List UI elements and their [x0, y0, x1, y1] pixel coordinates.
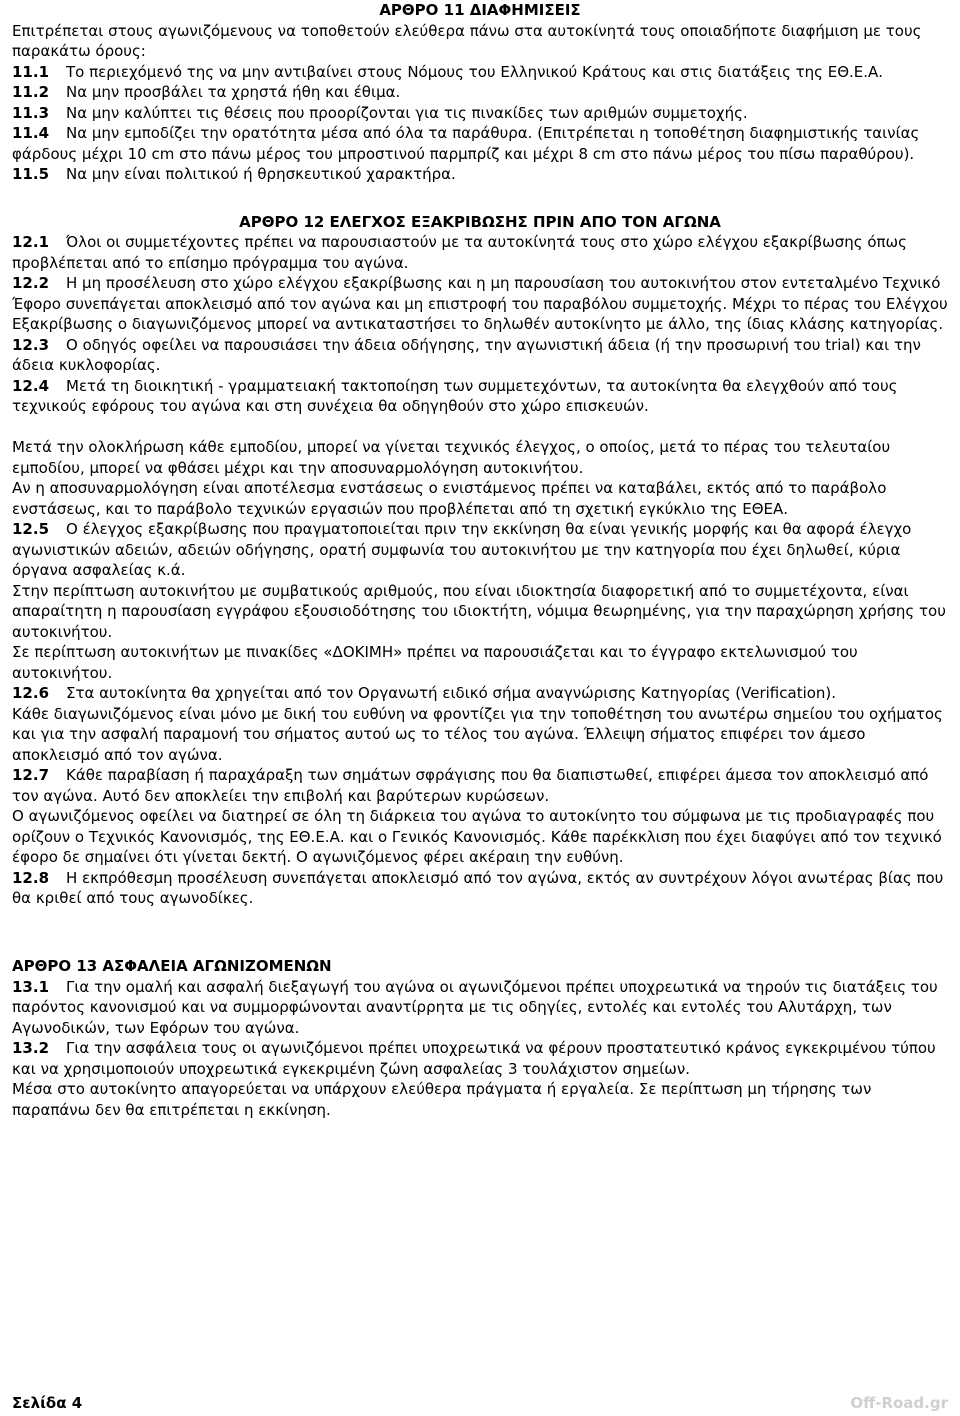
clause-13-2: 13.2 Για την ασφάλεια τους οι αγωνιζόμενοι πρέπει υποχρεωτικά να φέρουν προστατευτικό κράνος εγκεκριμένου τύπου και να χρησιμοποιούν υποχρεωτικά εγκεκριμένη ζώνη ασφαλείας 3 τουλάχιστον σημείων.	[12, 1039, 936, 1078]
clause-12-1: 12.1 Όλοι οι συμμετέχοντες πρέπει να παρουσιαστούν με τα αυτοκίνητά τους στο χώρο ελέγχου εξακρίβωσης όπως προβλέπεται από το επίσημο πρόγραμμα του αγώνα.	[12, 233, 907, 272]
clause-12-7: 12.7 Κάθε παραβίαση ή παραχάραξη των σημάτων σφράγισης που θα διαπιστωθεί, επιφέρει άμεσα τον αποκλεισμό από τον αγώνα. Αυτό δεν αποκλείει την επιβολή και βαρύτερων κυρώσεων.	[12, 766, 929, 805]
paragraph-technical-check: Μετά την ολοκλήρωση κάθε εμποδίου, μπορεί να γίνεται τεχνικός έλεγχος, ο οποίος, μετά το πέρας του τελευταίου εμποδίου, μπορεί να φθάσει μέχρι και την αποσυναρμολόγηση αυτοκινήτου.	[12, 438, 891, 477]
clause-11-3: 11.3 Να μην καλύπτει τις θέσεις που προορίζονται για τις πινακίδες των αριθμών συμμετοχής.	[12, 103, 748, 122]
page-footer	[12, 1394, 948, 1412]
article-12-title: ΑΡΘΡΟ 12 ΕΛΕΓΧΟΣ ΕΞΑΚΡΙΒΩΣΗΣ ΠΡΙΝ ΑΠΟ ΤΟΝ ΑΓΩΝΑ	[239, 212, 721, 231]
page-number: Σελίδα 4	[12, 1394, 83, 1412]
paragraph-disassembly-fee: Αν η αποσυναρμολόγηση είναι αποτέλεσμα ενστάσεως ο ενιστάμενος πρέπει να καταβάλει, εκτός από το παράβολο ενστάσεως, και το παράβολο τεχνικών εργασιών που προβλέπεται από τη σχετική εγκύκλιο της ΕΘΕΑ.	[12, 479, 887, 518]
paragraph-trial-plates: Σε περίπτωση αυτοκινήτων με πινακίδες «ΔΟΚΙΜΗ» πρέπει να παρουσιάζεται και το έγγραφο εκτελωνισμού του αυτοκινήτου.	[12, 643, 858, 682]
clause-12-4: 12.4 Μετά τη διοικητική - γραμματειακή τακτοποίηση των συμμετεχόντων, τα αυτοκίνητα θα ελεγχθούν από τους τεχνικούς εφόρους του αγώνα και στη συνέχεια θα οδηγηθούν στο χώρο επισκευών.	[12, 376, 898, 415]
clause-11-2: 11.2 Να μην προσβάλει τα χρηστά ήθη και έθιμα.	[12, 83, 401, 101]
clause-13-1: 13.1 Για την ομαλή και ασφαλή διεξαγωγή του αγώνα οι αγωνιζόμενοι πρέπει υποχρεωτικά να τηρούν τις διατάξεις του παρόντος κανονισμού και να συμμορφώνονται αναντίρρητα με τις οδηγίες, εντολές και εντολές του Αλυτάρχη, των Αγωνοδικών, των Εφόρων του αγώνα.	[12, 977, 938, 1037]
clause-12-6: 12.6 Στα αυτοκίνητα θα χρηγείται από τον Οργανωτή ειδικό σήμα αναγνώρισης Κατηγορίας (Verification).	[12, 684, 837, 702]
paragraph-loose-objects: Μέσα στο αυτοκίνητο απαγορεύεται να υπάρχουν ελεύθερα πράγματα ή εργαλεία. Σε περίπτωση μη τήρησης των παραπάνω δεν θα επιτρέπεται η εκκίνηση.	[12, 1080, 872, 1119]
document-page	[12, 0, 948, 1120]
clause-12-2: 12.2 Η μη προσέλευση στο χώρο ελέγχου εξακρίβωσης και η μη παρουσίαση του αυτοκινήτου στον εντεταλμένο Τεχνικό Έφορο συνεπάγεται αποκλεισμό από τον αγώνα και μη επιστροφή του παραβόλου συμμετοχής. Μέχρι το πέρας του Ελέγχου Εξακρίβωσης ο διαγωνιζόμενος μπορεί να αντικαταστήσει το δηλωθέν αυτοκίνητο με άλλο, της ίδιας κλάσης κατηγορίας.	[12, 274, 948, 333]
clause-11-1: 11.1 Το περιεχόμενό της να μην αντιβαίνει στους Νόμους του Ελληνικού Κράτους και στις διατάξεις της ΕΘ.Ε.Α.	[12, 62, 884, 81]
paragraph-ownership: Στην περίπτωση αυτοκινήτου με συμβατικούς αριθμούς, που είναι ιδιοκτησία διαφορετική από το συμμετέχοντα, είναι απαραίτητη η παρουσίαση εγγράφου εξουσιοδότησης του ιδιοκτήτη, νόμιμα θεωρημένης, για την παραχώρηση χρήσης του αυτοκινήτου.	[12, 581, 946, 641]
paragraph-verification-sticker: Κάθε διαγωνιζόμενος είναι μόνο με δική του ευθύνη να φροντίζει για την τοποθέτηση του ανωτέρω σημείου του οχήματος και για την ασφαλή παραμονή του σήματος αυτού ως το τέλος του αγώνα. Έλλειψη σήματος επιφέρει τον άμεσο αποκλεισμό από τον αγώνα.	[12, 704, 943, 764]
site-brand: Off-Road.gr	[850, 1394, 948, 1412]
article-11-intro: Επιτρέπεται στους αγωνιζόμενους να τοποθετούν ελεύθερα πάνω στα αυτοκίνητά τους οποιαδήποτε διαφήμιση με τους παρακάτω όρους:	[12, 21, 922, 60]
clause-12-8: 12.8 Η εκπρόθεσμη προσέλευση συνεπάγεται αποκλεισμό από τον αγώνα, εκτός αν συντρέχουν λόγοι ανωτέρας βίας που θα κριθεί από τους αγωνοδίκες.	[12, 868, 944, 907]
clause-11-5: 11.5 Να μην είναι πολιτικού ή θρησκευτικού χαρακτήρα.	[12, 165, 456, 183]
clause-12-5: 12.5 Ο έλεγχος εξακρίβωσης που πραγματοποιείται πριν την εκκίνηση θα είναι γενικής μορφής και θα αφορά έλεγχο αγωνιστικών αδειών, αδειών οδήγησης, ορατή συμφωνία του αυτοκινήτου με την κατηγορία που έχει δηλωθεί, κύρια όργανα ασφαλείας κ.ά.	[12, 520, 912, 579]
clause-11-4: 11.4 Να μην εμποδίζει την ορατότητα μέσα από όλα τα παράθυρα. (Επιτρέπεται η τοποθέτηση διαφημιστικής ταινίας φάρδους μέχρι 10 cm στο πάνω μέρος του μπροστινού παρμπρίζ και μέχρι 8 cm στο πάνω μέρος του πίσω παραθύρου).	[12, 124, 920, 163]
article-13-title: ΑΡΘΡΟ 13 ΑΣΦΑΛΕΙΑ ΑΓΩΝΙΖΟΜΕΝΩΝ	[12, 957, 332, 975]
article-11-title: ΑΡΘΡΟ 11 ΔΙΑΦΗΜΙΣΕΙΣ	[379, 1, 581, 19]
paragraph-specifications: Ο αγωνιζόμενος οφείλει να διατηρεί σε όλη τη διάρκεια του αγώνα το αυτοκίνητο του σύμφωνα με τις προδιαγραφές που ορίζουν ο Τεχνικός Κανονισμός, της ΕΘ.Ε.Α. και ο Γενικός Κανονισμός. Κάθε παρέκκλιση που έχει διαφύγει από τον τεχνικό έφορο δε σημαίνει ότι γίνεται δεκτή. Ο αγωνιζόμενος φέρει ακέραιη την ευθύνη.	[12, 807, 942, 866]
clause-12-3: 12.3 Ο οδηγός οφείλει να παρουσιάσει την άδεια οδήγησης, την αγωνιστική άδεια (ή την προσωρινή του trial) και την άδεια κυκλοφορίας.	[12, 335, 921, 374]
